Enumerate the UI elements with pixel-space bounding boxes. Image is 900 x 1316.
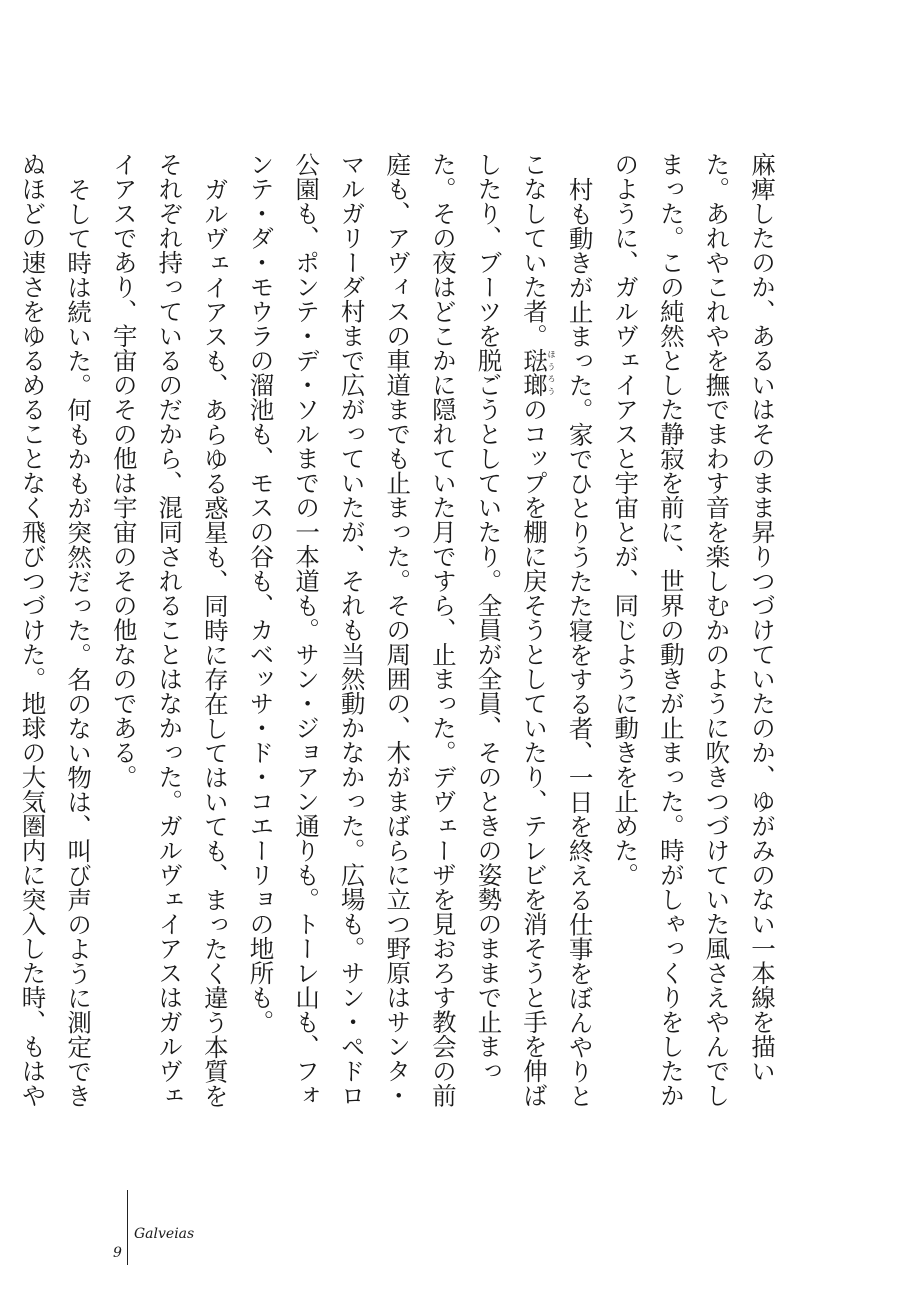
ruby-horo: 琺瑯ほうろう <box>520 348 557 397</box>
body-text <box>18 152 785 1112</box>
paragraph-3: ガルヴェイアスも、あらゆる惑星も、同時に存在してはいても、まったく違う本質をそれぞれ持っているのだから、混同されることはなかった。ガルヴェイアスはガルヴェイアスであり、宇宙のその他は宇宙のその他なのである。 <box>109 152 230 1108</box>
page-number: 9 <box>113 1245 122 1261</box>
page-footer <box>115 1190 315 1270</box>
paragraph-2-part-1: 村も動きが止まった。家でひとりうたた寝をする者、一日を終える仕事をぼんやりとこなしていた者。 <box>520 152 595 1108</box>
paragraph-2 <box>238 152 603 1112</box>
folio-rule <box>127 1190 128 1265</box>
paragraph-2-part-2: のコップを棚に戻そうとしていたり、テレビを消そうと手を伸ばしたり、ブーツを脱ごうとしていたり。全員が全員、そのときの姿勢のままで止まった。その夜はどこかに隠れていた月ですら、止まった。デヴェーザを見おろす教会の前庭も、アヴィスの車道までも止まった。その周囲の、木がまばらに立つ野原はサンタ・マルガリーダ村まで広がっていたが、それも当然動かなかった。広場も。サン・ペドロ公園も、ポンテ・デ・ソルまでの一本道も。サン・ジョアン通りも。トーレ山も、フォンテ・ダ・モウラの溜池も、モスの谷も、カベッサ・ド・コエーリョの地所も。 <box>246 152 550 1108</box>
paragraph-4: そして時は続いた。何もかもが突然だった。名のない物は、叫び声のように測定できぬほどの速さをゆるめることなく飛びつづけた。地球の大気圏内に突入した時、もはや <box>18 152 94 1108</box>
running-title: Galveias <box>134 1226 195 1242</box>
paragraph-1: 麻痺したのか、あるいはそのまま昇りつづけていたのか、ゆがみのない一本線を描いた。あれやこれやを撫でまわす音を楽しむかのように吹きつづけていた風さえやんでしまった。この純然とした静寂を前に、世界の動きが止まった。時がしゃっくりをしたかのように、ガルヴェイアスと宇宙とが、同じように動きを止めた。 <box>611 152 777 1108</box>
ruby-annotation: ほうろう <box>547 348 557 397</box>
